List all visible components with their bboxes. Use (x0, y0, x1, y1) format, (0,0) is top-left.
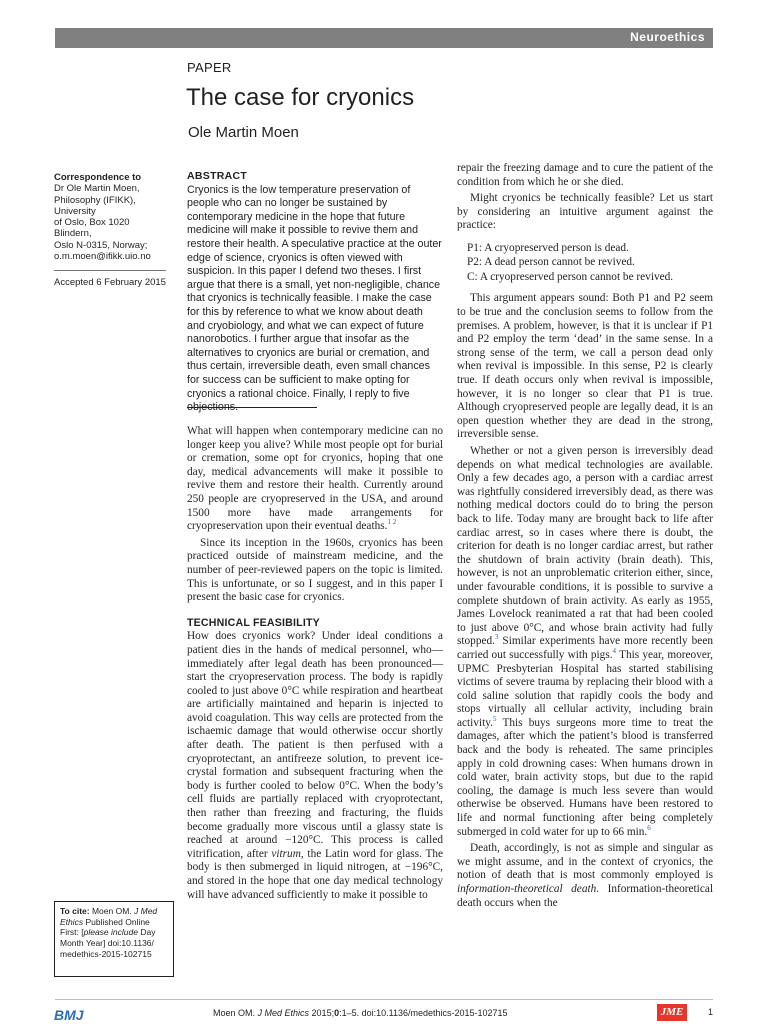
paragraph-italic: vitrum (271, 847, 301, 860)
footer-text: Moen OM. (213, 1008, 258, 1018)
body-paragraph: Since its inception in the 1960s, cryonics has been practiced outside of mainstream medicine, and the number of peer-reviewed papers on the topic is limited. This is unfortunate, or so I suggest, and in this paper I present the basic case for cryonics. (187, 536, 443, 604)
paragraph-italic: information-theoretical death (457, 883, 597, 895)
citation-ref[interactable]: 6 (647, 823, 651, 832)
section-label: Neuroethics (630, 30, 705, 44)
paragraph-text: , the Latin word for glass. The body is then submerged in liquid nitrogen, at −196°C, and stored in the hope that one day medical technology will have advanced sufficiently to make it possible to (187, 847, 444, 901)
paragraph-text: Death, accordingly, is not as simple and singular as we might assume, and in the context of cryonics, the notion of death that is most commonly employed is (457, 842, 713, 882)
correspondence-line: Dr Ole Martin Moen, (54, 183, 140, 195)
abstract-heading: ABSTRACT (187, 170, 248, 182)
body-paragraph: This argument appears sound: Both P1 and P2 seem to be true and the conclusion seems to follow from the premises. A problem, however, is that it is unclear if P1 and P2 employ the term ‘dead’ in the same sense. In a strong sense of the term, we call a person dead only when revival is impossible. In this sense, P2 is clearly true. If death occurs only when revival is impossible, however, it is no longer so clear that P1 is true. Although cryopreserved people are legally dead, it is an open question whether they are dead in the strong, irreversible sense. (457, 292, 713, 441)
margin-divider (54, 270, 166, 271)
article-type-label: PAPER (187, 60, 232, 75)
cite-text: Published Online First: [ (60, 916, 150, 938)
citation-ref[interactable]: 5 (492, 715, 497, 724)
footer-text: :1–5. doi:10.1136/medethics-2015-102715 (339, 1008, 508, 1018)
body-paragraph (457, 842, 713, 910)
body-paragraph: repair the freezing damage and to cure the patient of the condition from which he or she died. (457, 162, 713, 188)
premise-item: P1: A cryopreserved person is dead. (467, 241, 629, 254)
cite-label: To cite: (60, 906, 90, 916)
cite-please: please include (83, 927, 138, 938)
cite-journal: J Med Ethics (60, 906, 158, 927)
body-column-left (187, 425, 443, 902)
citation-ref[interactable]: 3 (494, 633, 499, 642)
jme-logo: JME (657, 1004, 687, 1021)
body-paragraph (187, 630, 443, 902)
premise-item: P2: A dead person cannot be revived. (467, 256, 635, 269)
footer-text: 2015; (309, 1008, 335, 1018)
body-paragraph: Might cryonics be technically feasible? Let us start by considering an intuitive argument against the practice: (457, 192, 713, 232)
correspondence-line: Oslo N-0315, Norway; (54, 239, 148, 251)
body-column-right (457, 162, 713, 910)
abstract-text: Cryonics is the low temperature preservation of people who can no longer be sustained by contemporary medicine in the hope that future medicine will make it possible to revive them and restore their health. A speculative practice at the outer edge of science, cryonics is often viewed with suspicion. In this paper I defend two theses. I first argue that there is a small, yet non-negligible, chance that cryonics is technically feasible. I make the case for this by reference to what we know about death and cryobiology, and what we can expect of future nanorobotics. I further argue that insofar as the alternatives to cryonics are burial or cremation, and thus certain, irreversible death, even small chances for success can be sufficient to make opting for cryonics a rational choice. Finally, I reply to five objections. (187, 183, 442, 414)
footer-citation (213, 1008, 508, 1018)
abstract-block (187, 170, 442, 415)
correspondence-heading: Correspondence to (54, 172, 142, 183)
correspondence-email[interactable]: o.m.moen@ifikk.uio.no (54, 251, 151, 263)
paragraph-text: . Information-theoretical death occurs when the (457, 883, 713, 909)
bmj-logo: BMJ (54, 1007, 84, 1023)
section-header-bar (55, 28, 713, 48)
footer-journal: J Med Ethics (257, 1008, 310, 1018)
premise-item: C: A cryopreserved person cannot be revived. (467, 270, 674, 283)
correspondence-line: of Oslo, Box 1020 Blindern, (54, 217, 130, 240)
paragraph-text: Whether or not a given person is irreversibly dead depends on what medical technologies are available. Only a few decades ago, a person with a cardiac arrest was rightfully considered irreversibly dead, as there was nothing medical doctors could do to bring the person back to life. Today many are brought back to life after cardiac arrest, so in cases where there is doubt, the criterion for death is no longer cardiac arrest, but rather the shutdown of brain activity (brain death). This, however, is not an unproblematic criterion either, since, under favourable conditions, it is possible to survive a complete shutdown of brain activity. As early as 1955, James Lovelock reanimated a rat that had been cooled to just above 0°C, and whose brain activity had fully stopped. (457, 445, 713, 648)
correspondence-line: Philosophy (IFIKK), University (54, 194, 136, 217)
cite-text: Moen OM. (89, 906, 134, 916)
body-paragraph (187, 425, 443, 534)
paragraph-text: This year, moreover, UPMC Presbyterian Hospital has started stabilising victims of severe trauma by replacing their blood with a cold saline solution that rapidly cools the body and stops virtually all cellular activity, including brain activity. (457, 648, 713, 729)
abstract-divider (187, 407, 317, 408)
footer-divider (55, 999, 713, 1000)
page-number: 1 (708, 1007, 714, 1017)
article-title: The case for cryonics (186, 84, 415, 111)
paragraph-text: What will happen when contemporary medicine can no longer keep you alive? While most people opt for burial or cremation, some opt for cryonics, hoping that one day, medical advancements will make it possible to revive them and restore their health. Currently around 250 people are cryopreserved in the USA, and around 1500 more have made arrangements for cryopreservation upon their eventual deaths. (187, 425, 443, 533)
cite-box (54, 901, 174, 977)
body-paragraph (457, 445, 713, 839)
paragraph-text: Similar experiments have more recently been carried out successfully with pigs. (457, 635, 713, 661)
footer-volume: 0 (334, 1008, 340, 1018)
margin-column (54, 172, 166, 289)
citation-ref[interactable]: 4 (612, 647, 617, 656)
citation-ref[interactable]: 1 2 (387, 518, 397, 527)
premise-list (467, 241, 713, 285)
section-heading: TECHNICAL FEASIBILITY (187, 616, 320, 629)
paragraph-text: How does cryonics work? Under ideal conditions a patient dies in the hands of medical personnel, who—immediately after legal death has been pronounced—start the cryopreservation process. The body is rapidly cooled to just above 0°C while respiration and heartbeat are artificially maintained and heparin is injected to avoid coagulation. This way cells are protected from the ischaemic damage that would otherwise occur shortly after death. The patient is then perfused with a cryoprotectant, an antifreeze solution, to prevent ice-crystal formation and subsequent fracturing when the body is further cooled to below 0°C. When the body’s cell fluids are partially replaced with cryoprotectant, then rather than freezing and fracturing, the fluids become gradually more viscous until a glassy state is reached at around −120°C. This process is called vitrification, after (187, 630, 443, 860)
cite-text: Day Month Year] doi:10.1136/ medethics-2015-102715 (60, 927, 156, 959)
accepted-date: Accepted 6 February 2015 (54, 277, 166, 289)
author-name: Ole Martin Moen (188, 124, 299, 141)
paragraph-text: This buys surgeons more time to treat the damages, after which the patient’s blood is transferred back and the body is reheated. The same principles apply in cold drowning cases: When humans drown in cold water, brain activity stops, but due to the rapid cooling, the damage is much less severe than would otherwise be observed. Humans have been restored to life and normal functioning after being completely submerged in cold water for up to 66 min. (457, 716, 713, 838)
